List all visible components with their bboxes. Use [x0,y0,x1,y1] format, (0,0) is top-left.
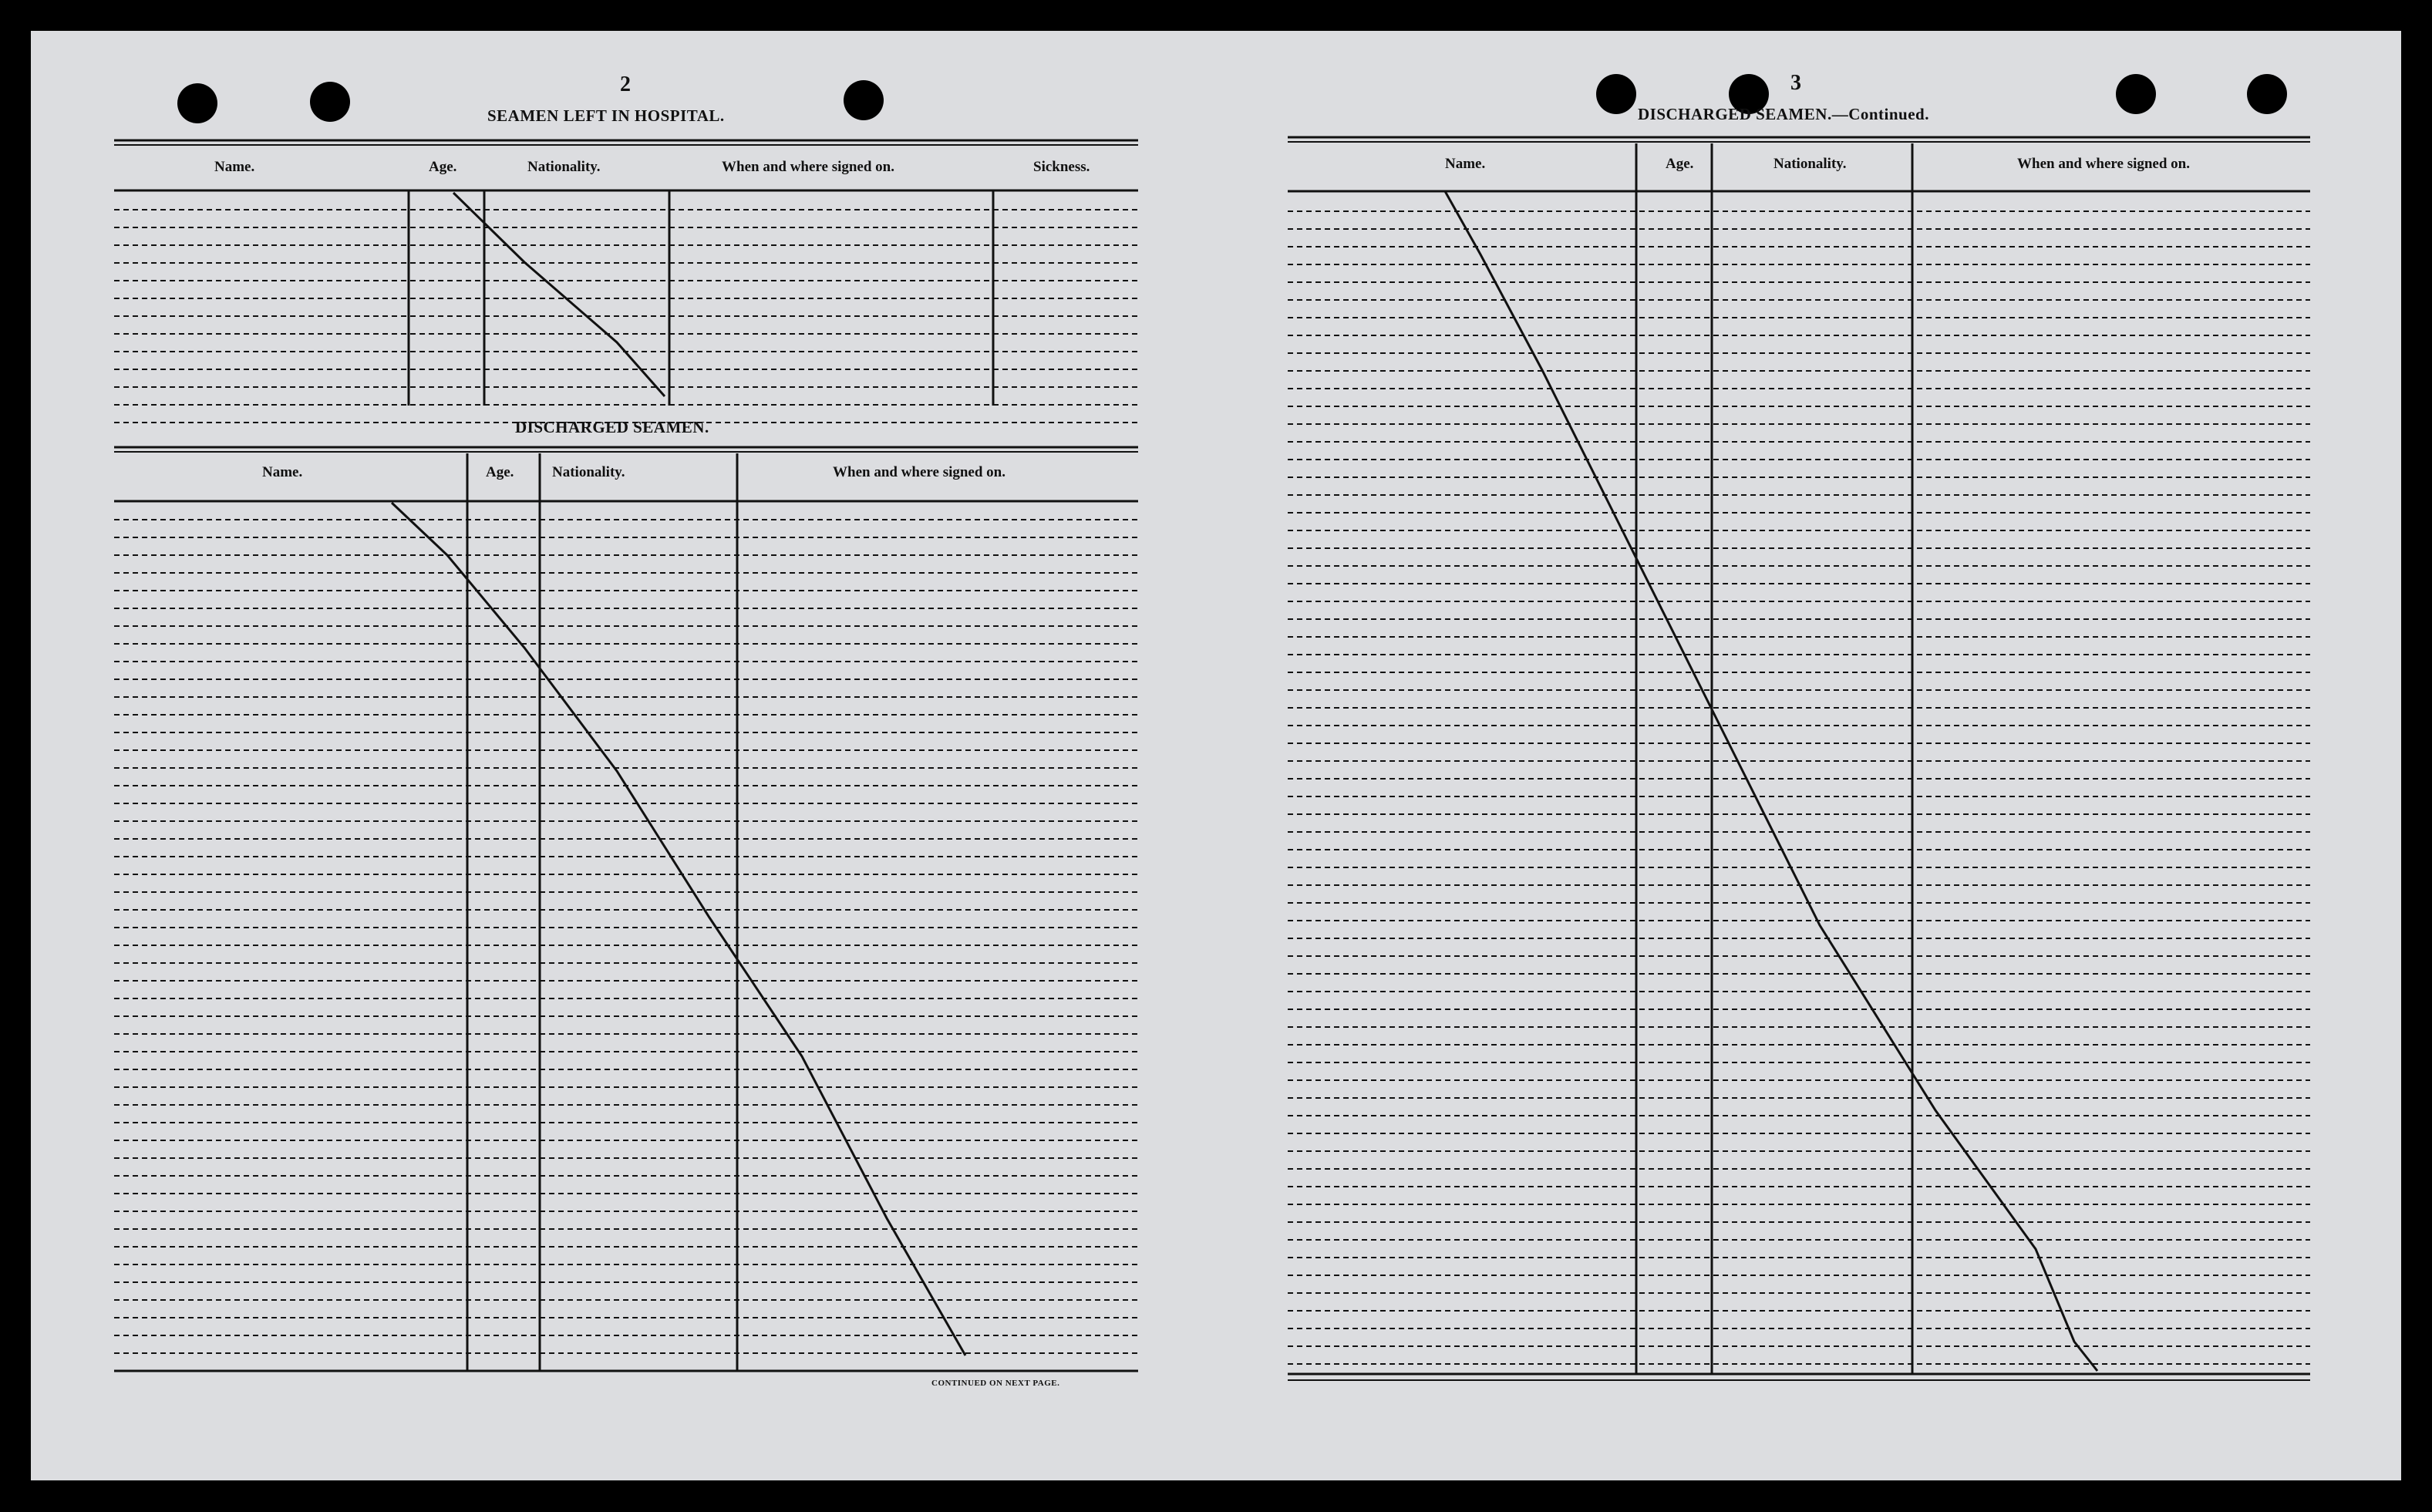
page-number: 3 [1790,71,1801,95]
scanned-manifest-sheet [31,31,2401,1480]
discharged-col-age: Age. [486,464,514,480]
strike-mark [392,503,965,1355]
continued-col-nationality: Nationality. [1773,156,1847,172]
discharged-col-nationality: Nationality. [552,464,625,480]
discharged-col-signed-on: When and where signed on. [833,464,1006,480]
continued-col-name: Name. [1445,156,1486,172]
discharged-col-name: Name. [262,464,303,480]
hospital-col-name: Name. [214,159,255,175]
discharged-continued-title: DISCHARGED SEAMEN.—Continued. [1638,105,1929,123]
hospital-col-sickness: Sickness. [1033,159,1090,175]
page-number: 2 [620,72,631,96]
strike-mark [1445,191,2097,1371]
continued-note: CONTINUED ON NEXT PAGE. [931,1379,1060,1388]
hospital-col-signed-on: When and where signed on. [722,159,895,175]
continued-col-signed-on: When and where signed on. [2017,156,2191,172]
hospital-col-nationality: Nationality. [527,159,601,175]
discharged-section-title: DISCHARGED SEAMEN. [515,418,709,436]
continued-col-age: Age. [1666,156,1694,172]
form-ruling [31,31,2401,1480]
hospital-section-title: SEAMEN LEFT IN HOSPITAL. [487,106,725,125]
hospital-col-age: Age. [429,159,457,175]
